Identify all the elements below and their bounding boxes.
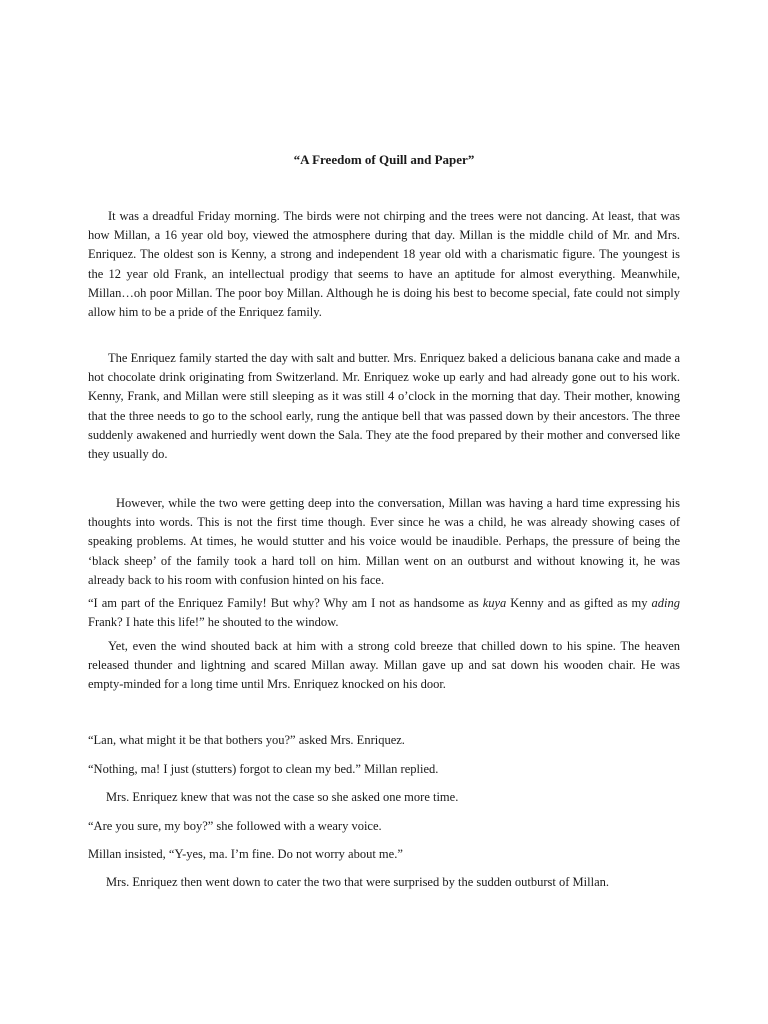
paragraph-3: However, while the two were getting deep into the conversation, Millan was having a hard time expressing his thoughts into words. This is not the first time though. Ever since he was a child, he was already showing cases of speaking problems. At times, he would stutter and his voice would be inaudible. Perhaps, the pressure of being the ‘black sheep’ of the family took a hard toll on him. Millan went on an outburst and without knowing it, he was already back to his room with confusion hinted on his face. bbox=[88, 496, 680, 587]
paragraph-2: The Enriquez family started the day with salt and butter. Mrs. Enriquez baked a delicious banana cake and made a hot chocolate drink originating from Switzerland. Mr. Enriquez woke up early and had already gone out to his work. Kenny, Frank, and Millan were still sleeping as it was still 4 o’clock in the morning that day. Their mother, knowing that the three needs to go to the school early, rung the antique bell that was passed down by their ancestors. The three suddenly awakened and hurriedly went down the Sala. They ate the food prepared by their mother and conversed like they usually do. bbox=[88, 351, 680, 462]
dialogue-line-3: Mrs. Enriquez knew that was not the case so she asked one more time. bbox=[106, 790, 459, 804]
paragraph-4-italic-ading: ading bbox=[651, 596, 681, 610]
dialogue-line-1: “Lan, what might it be that bothers you?” asked Mrs. Enriquez. bbox=[88, 733, 405, 747]
paragraph-5: Yet, even the wind shouted back at him with a strong cold breeze that chilled down to his spine. The heaven released thunder and lightning and scared Millan away. Millan gave up and sat down his wooden chair. He was empty-minded for a long time until Mrs. Enriquez knocked on his door. bbox=[88, 639, 680, 692]
paragraph-1: It was a dreadful Friday morning. The birds were not chirping and the trees were not dancing. At least, that was how Millan, a 16 year old boy, viewed the atmosphere during that day. Millan is the middle child of Mr. and Mrs. Enriquez. The oldest son is Kenny, a strong and independent 18 year old with a charismatic figure. The youngest is the 12 year old Frank, an intellectual prodigy that seems to have an aptitude for almost everything. Meanwhile, Millan…oh poor Millan. The poor boy Millan. Although he is doing his best to become special, fate could not simply allow him to be a pride of the Enriquez family. bbox=[88, 209, 680, 320]
dialogue-line-6: Mrs. Enriquez then went down to cater the two that were surprised by the sudden outburst of Millan. bbox=[106, 875, 610, 889]
dialogue-line-5: Millan insisted, “Y-yes, ma. I’m fine. Do not worry about me.” bbox=[88, 847, 403, 861]
dialogue-line-2: “Nothing, ma! I just (stutters) forgot to clean my bed.” Millan replied. bbox=[88, 762, 439, 776]
paragraph-4 bbox=[88, 594, 680, 632]
document-page bbox=[88, 0, 680, 1024]
paragraph-4-italic-kuya: kuya bbox=[482, 596, 507, 610]
dialogue-line-4: “Are you sure, my boy?” she followed with a weary voice. bbox=[88, 819, 382, 833]
paragraph-4-part-1: “I am part of the Enriquez Family! But why? Why am I not as handsome as bbox=[88, 596, 483, 610]
paragraph-4-part-2: Kenny and as gifted as my bbox=[506, 596, 652, 610]
paragraph-4-part-3: Frank? I hate this life!” he shouted to the window. bbox=[88, 615, 339, 630]
story-title: “A Freedom of Quill and Paper” bbox=[293, 152, 475, 167]
